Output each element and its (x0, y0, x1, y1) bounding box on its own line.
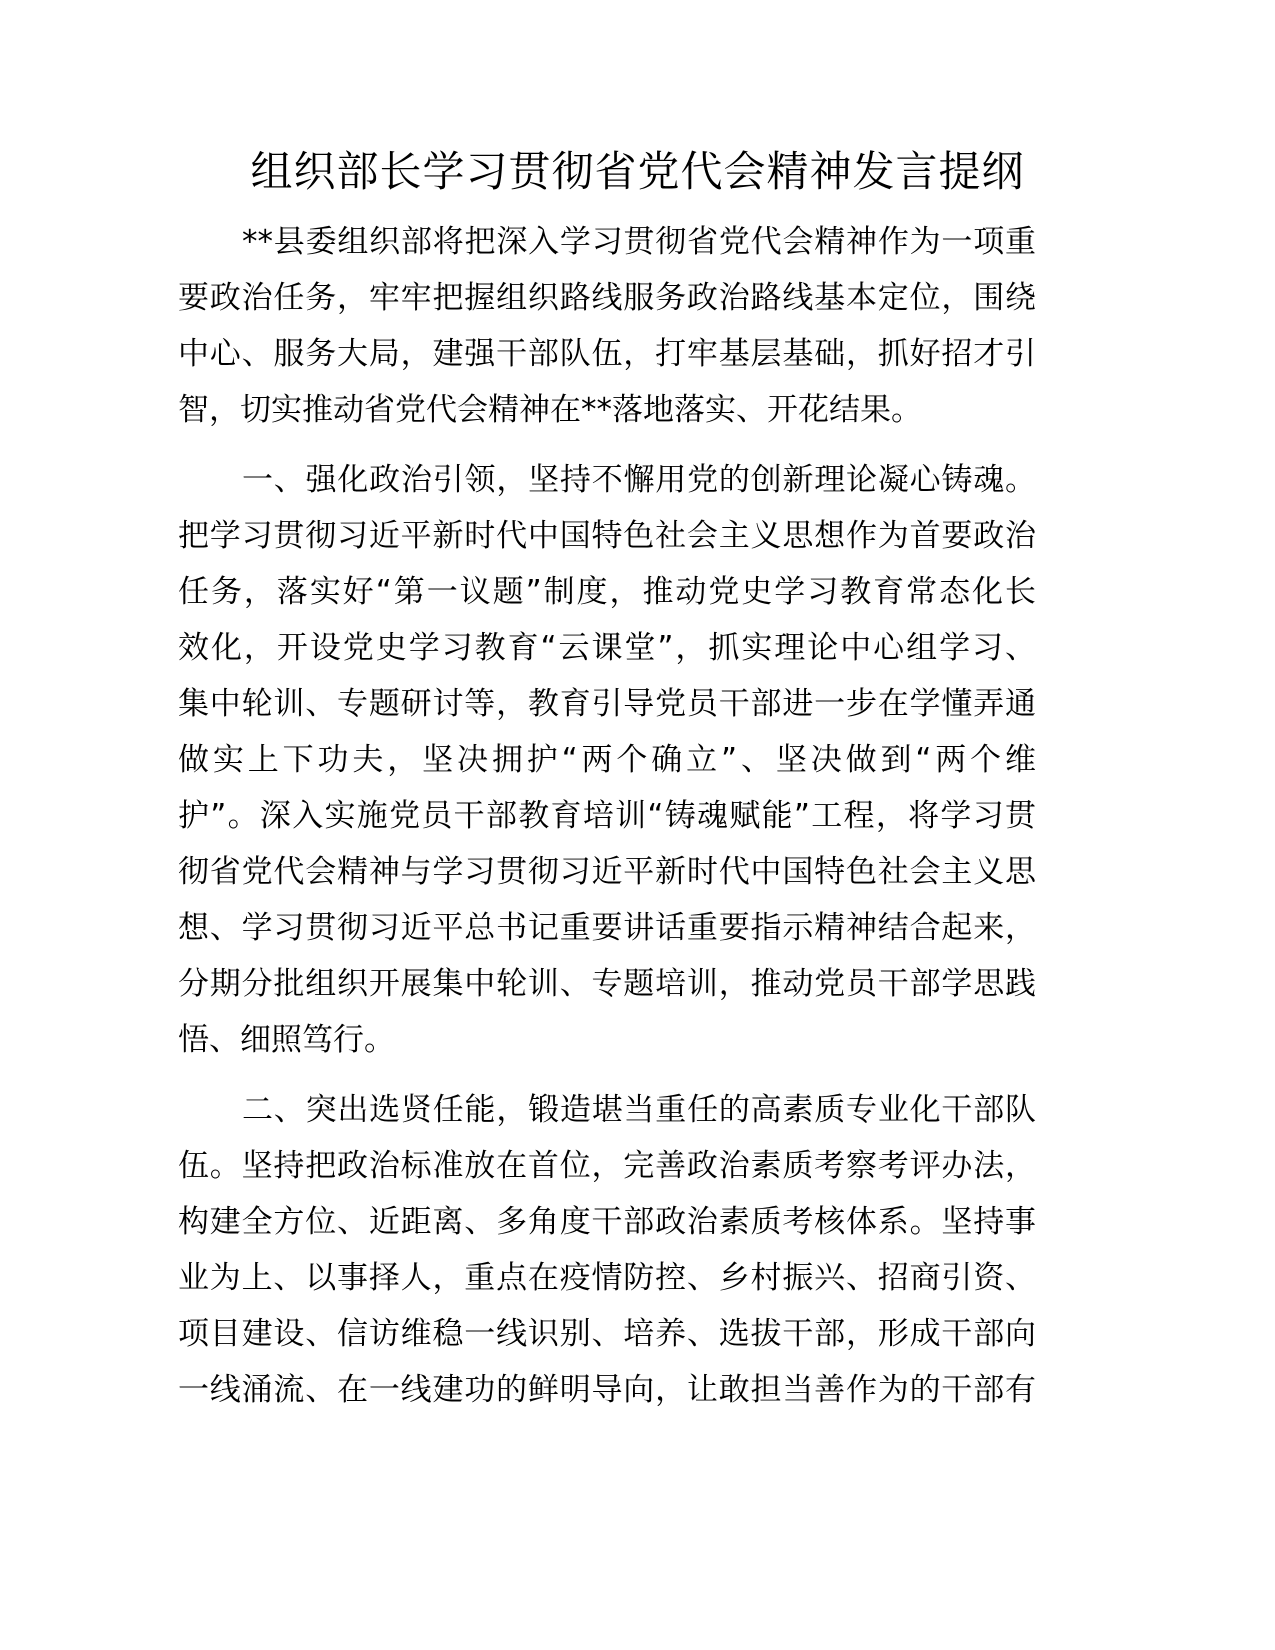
text-line: 彻省党代会精神与学习贯彻习近平新时代中国特色社会主义思 (178, 854, 1036, 890)
text-line: 效化，开设党史学习教育“云课堂”，抓实理论中心组学习、 (178, 630, 1036, 666)
text-line: 伍。坚持把政治标准放在首位，完善政治素质考察考评办法， (178, 1148, 1036, 1184)
intro-paragraph (178, 214, 1036, 438)
text-line: 想、学习贯彻习近平总书记重要讲话重要指示精神结合起来， (178, 910, 1036, 946)
section-two-paragraph (178, 1082, 1036, 1418)
text-line: 把学习贯彻习近平新时代中国特色社会主义思想作为首要政治 (178, 518, 1036, 554)
section-heading-line: 二、突出选贤任能，锻造堪当重任的高素质专业化干部队 (242, 1092, 1036, 1128)
text-line: 项目建设、信访维稳一线识别、培养、选拔干部，形成干部向 (178, 1316, 1036, 1352)
section-heading-line: 一、强化政治引领，坚持不懈用党的创新理论凝心铸魂。 (242, 462, 1036, 498)
document-body (178, 214, 1036, 1432)
text-line: 要政治任务，牢牢把握组织路线服务政治路线基本定位，围绕 (178, 280, 1036, 316)
section-one-paragraph (178, 452, 1036, 1068)
text-line: 智，切实推动省党代会精神在**落地落实、开花结果。 (178, 392, 922, 428)
text-line: 做实上下功夫，坚决拥护“两个确立”、坚决做到“两个维 (178, 742, 1036, 778)
text-line: 构建全方位、近距离、多角度干部政治素质考核体系。坚持事 (178, 1204, 1036, 1240)
text-line: 业为上、以事择人，重点在疫情防控、乡村振兴、招商引资、 (178, 1260, 1036, 1296)
document-title: 组织部长学习贯彻省党代会精神发言提纲 (250, 147, 1025, 196)
text-line: **县委组织部将把深入学习贯彻省党代会精神作为一项重 (242, 224, 1036, 260)
text-line: 任务，落实好“第一议题”制度，推动党史学习教育常态化长 (178, 574, 1036, 610)
text-line: 中心、服务大局，建强干部队伍，打牢基层基础，抓好招才引 (178, 336, 1036, 372)
text-line: 集中轮训、专题研讨等，教育引导党员干部进一步在学懂弄通 (178, 686, 1036, 722)
text-line: 一线涌流、在一线建功的鲜明导向，让敢担当善作为的干部有 (178, 1372, 1036, 1408)
text-line: 分期分批组织开展集中轮训、专题培训，推动党员干部学思践 (178, 966, 1036, 1002)
text-line: 护”。深入实施党员干部教育培训“铸魂赋能”工程，将学习贯 (178, 798, 1036, 834)
text-line: 悟、细照笃行。 (178, 1022, 395, 1058)
